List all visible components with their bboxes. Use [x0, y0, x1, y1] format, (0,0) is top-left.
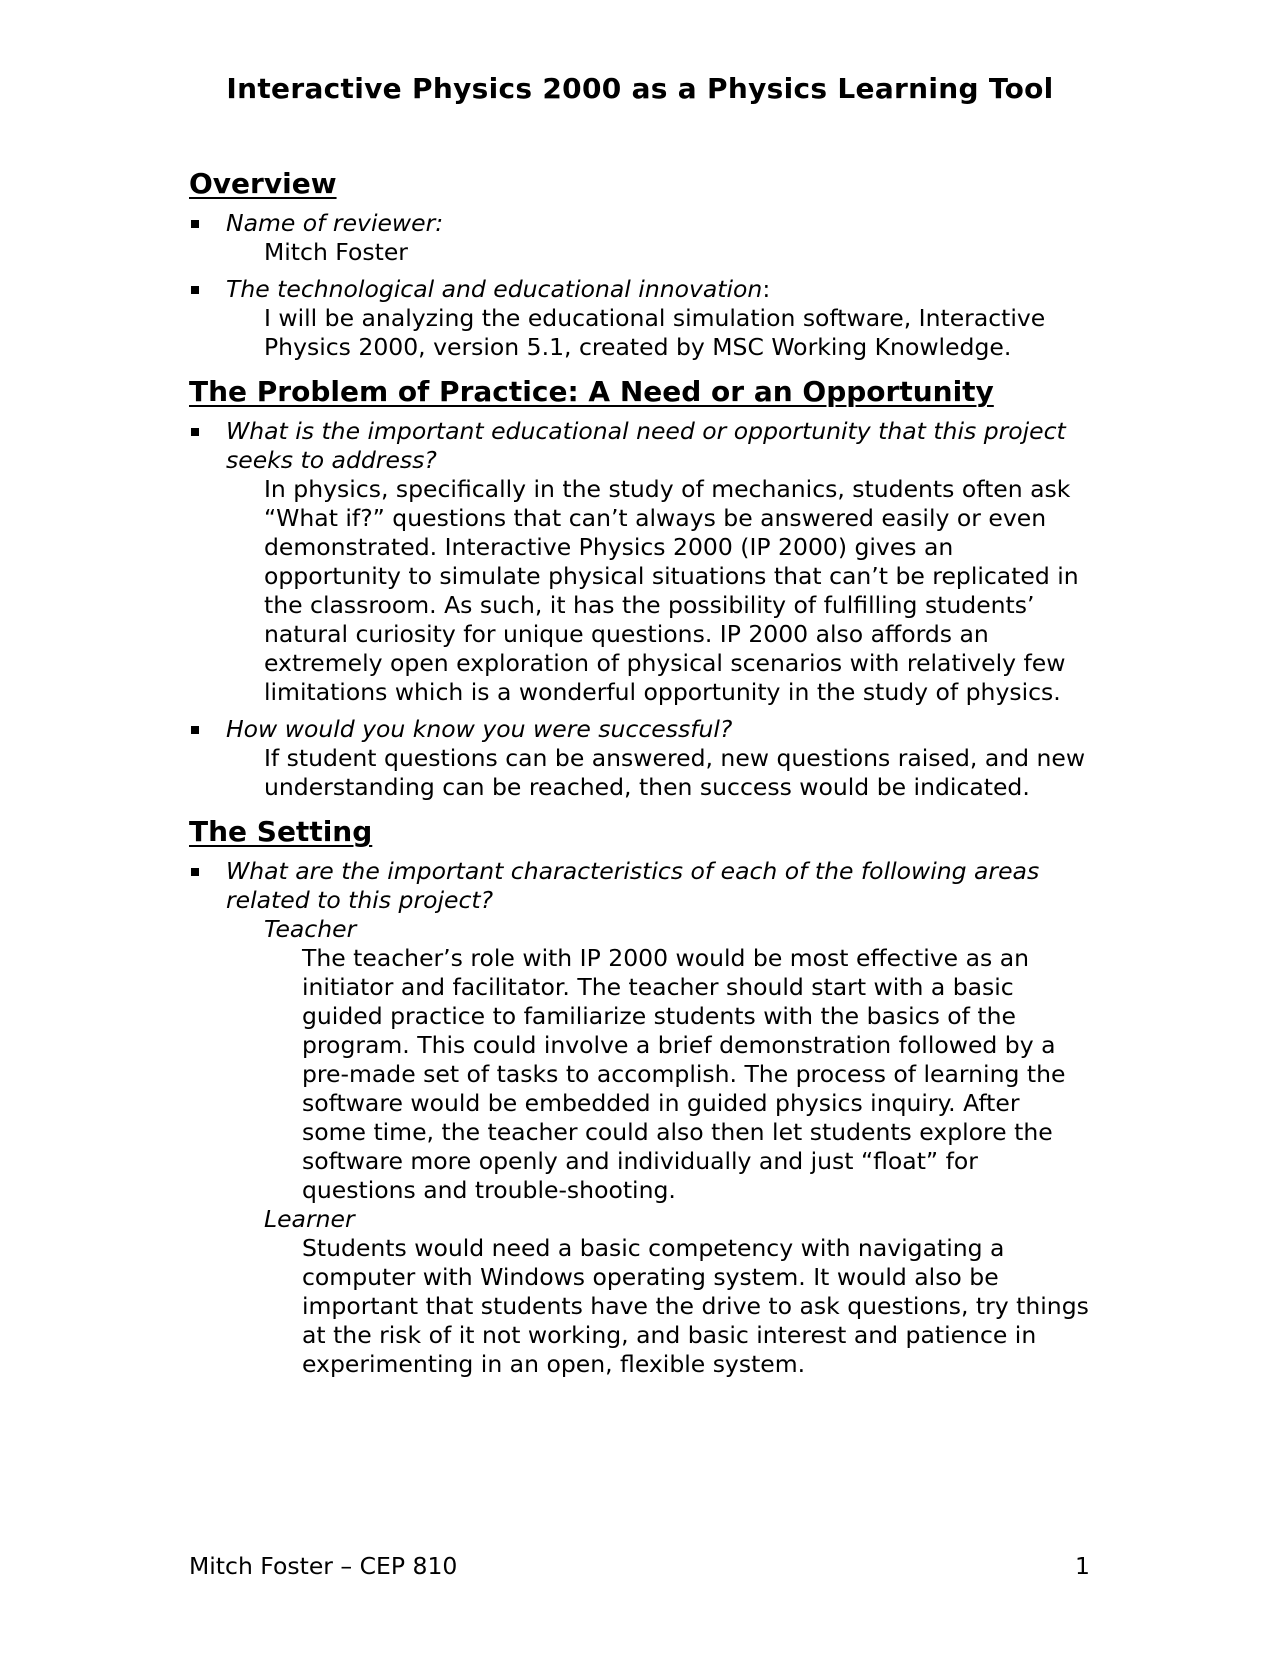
- setting-list: [189, 857, 1089, 1379]
- innovation-answer: I will be analyzing the educational simulation software, Interactive Physics 2000, version 5.1, created by MSC Working Knowledge.: [264, 304, 1046, 361]
- overview-list: [189, 209, 1089, 362]
- problem-list: [189, 417, 1089, 802]
- success-answer: If student questions can be answered, new questions raised, and new understanding can be reached, then success would be indicated.: [264, 744, 1086, 801]
- list-item: [189, 715, 1089, 802]
- reviewer-name: Mitch Foster: [264, 238, 408, 266]
- list-item: [189, 857, 1089, 1379]
- innovation-question: The technological and educational innovation: [226, 275, 763, 303]
- list-item: [189, 417, 1089, 707]
- document-title: Interactive Physics 2000 as a Physics Learning Tool: [226, 72, 1054, 105]
- footer-author-course: Mitch Foster – CEP 810: [189, 1552, 458, 1580]
- list-item: [189, 275, 1089, 362]
- need-answer: In physics, specifically in the study of mechanics, students often ask “What if?” questions that can’t always be answered easily or even demonstrated. Interactive Physics 2000 (IP 2000) gives an opportunity to simulate physical situations that can’t be replicated in the classroom. As such, it has the possibility of fulfilling students’ natural curiosity for unique questions. IP 2000 also affords an extremely open exploration of physical scenarios with relatively few limitations which is a wonderful opportunity in the study of physics.: [264, 475, 1079, 706]
- learner-label: Learner: [264, 1205, 355, 1233]
- problem-heading: The Problem of Practice: A Need or an Opportunity: [189, 375, 994, 408]
- need-question: What is the important educational need or opportunity that this project seeks to address?: [226, 417, 1066, 474]
- success-question: How would you know you were successful?: [226, 715, 733, 743]
- setting-question: What are the important characteristics of each of the following areas related to this project?: [226, 857, 1040, 914]
- square-bullet-icon: [191, 286, 199, 294]
- square-bullet-icon: [191, 220, 199, 228]
- square-bullet-icon: [191, 428, 199, 436]
- overview-heading: Overview: [189, 167, 337, 200]
- learner-text: Students would need a basic competency with navigating a computer with Windows operating system. It would also be important that students have the drive to ask questions, try things at the risk of it not working, and basic interest and patience in experimenting in an open, flexible system.: [302, 1234, 1089, 1378]
- square-bullet-icon: [191, 726, 199, 734]
- innovation-colon: :: [762, 275, 771, 303]
- footer-page-number: 1: [1075, 1552, 1090, 1580]
- teacher-text: The teacher’s role with IP 2000 would be most effective as an initiator and facilitator. The teacher should start with a basic guided practice to familiarize students with the basics of the program. This could involve a brief demonstration followed by a pre-made set of tasks to accomplish. The process of learning the software would be embedded in guided physics inquiry. After some time, the teacher could also then let students explore the software more openly and individually and just “float” for questions and trouble-shooting.: [302, 944, 1066, 1204]
- setting-heading: The Setting: [189, 815, 373, 848]
- square-bullet-icon: [191, 868, 199, 876]
- list-item: [189, 209, 1089, 267]
- document-body: [189, 166, 1089, 1387]
- reviewer-question: Name of reviewer:: [226, 209, 444, 237]
- teacher-label: Teacher: [264, 915, 357, 943]
